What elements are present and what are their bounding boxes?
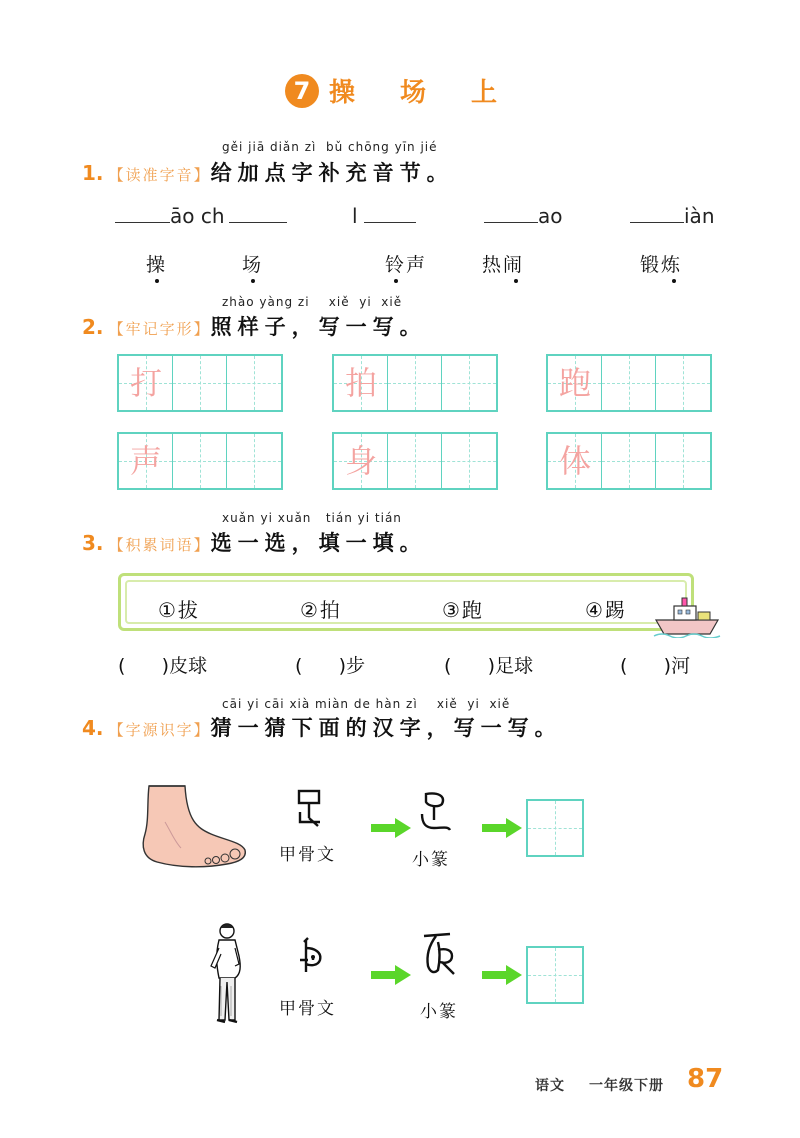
grid-cell[interactable]: [173, 434, 227, 488]
emphasis-dot: [155, 279, 159, 283]
grid-cell[interactable]: [656, 434, 710, 488]
q4-header: [82, 712, 562, 742]
q1-blank-2-line[interactable]: [364, 204, 416, 223]
q1-number: 1.: [82, 161, 104, 185]
model-character: 拍: [344, 364, 377, 402]
writing-grid[interactable]: [332, 432, 498, 490]
grid-cell: [334, 356, 388, 410]
footer-grade: 一年级下册: [589, 1078, 664, 1094]
grid-cell[interactable]: [442, 356, 496, 410]
option-4[interactable]: ④踢: [585, 598, 627, 622]
q1-blank-1-line-2[interactable]: [229, 204, 287, 223]
grid-cell: [119, 434, 173, 488]
q1-blank-3[interactable]: [484, 204, 563, 228]
q1-tag: 【读准字音】: [108, 166, 211, 184]
grid-cell[interactable]: [388, 356, 442, 410]
emphasis-dot: [672, 279, 676, 283]
model-character: 身: [344, 442, 377, 480]
grid-cell: [119, 356, 173, 410]
arrow-right-icon: [371, 965, 411, 985]
q1-blank-1-line[interactable]: [115, 204, 170, 223]
arrow-right-icon: [482, 965, 522, 985]
writing-grid[interactable]: [546, 432, 712, 490]
oracle-foot-glyph: [294, 788, 324, 828]
writing-grid[interactable]: [332, 354, 498, 412]
q1-blank-3-text: ao: [538, 204, 563, 228]
q3-instruction: 选一选，填一填。: [210, 531, 427, 555]
grid-cell[interactable]: [442, 434, 496, 488]
grid-cell: [548, 434, 602, 488]
fill-blank-3[interactable]: ( )足球: [444, 655, 534, 677]
oracle-label: 甲骨文: [279, 845, 336, 865]
answer-grid[interactable]: [526, 946, 584, 1004]
q4-tag: 【字源识字】: [108, 721, 211, 739]
model-character: 声: [129, 442, 162, 480]
q2-instruction: 照样子，写一写。: [210, 315, 427, 339]
grid-cell[interactable]: [388, 434, 442, 488]
q1-blank-1[interactable]: [115, 204, 287, 228]
emphasis-dot: [251, 279, 255, 283]
footer-subject: 语文: [535, 1078, 565, 1094]
q1-word-2: 场: [242, 254, 264, 276]
grid-cell[interactable]: [227, 434, 281, 488]
model-character: 打: [129, 364, 162, 402]
answer-cell[interactable]: [528, 801, 582, 855]
option-2[interactable]: ②拍: [300, 598, 342, 622]
model-character: 体: [558, 442, 591, 480]
answer-grid[interactable]: [526, 799, 584, 857]
q1-blank-4-text: iàn: [684, 204, 715, 228]
grid-cell[interactable]: [602, 356, 656, 410]
grid-cell[interactable]: [173, 356, 227, 410]
writing-grid[interactable]: [546, 354, 712, 412]
seal-pregnant-glyph: [420, 930, 460, 978]
seal-label: 小篆: [420, 1002, 458, 1022]
q1-word-4: 热闹: [482, 254, 525, 276]
q2-tag: 【牢记字形】: [108, 320, 211, 338]
grid-cell[interactable]: [227, 356, 281, 410]
pregnant-person-illustration: [207, 922, 247, 1030]
q1-header: [82, 157, 454, 187]
q1-blank-2-text: l: [352, 204, 358, 228]
q4-number: 4.: [82, 716, 104, 740]
boat-icon: [652, 596, 722, 638]
q1-blank-4[interactable]: [630, 204, 715, 228]
model-character: 跑: [558, 364, 591, 402]
q1-blank-3-line[interactable]: [484, 204, 538, 223]
q4-pinyin: cāi yi cāi xià miàn de hàn zì xiě yi xiě: [222, 697, 511, 711]
grid-cell[interactable]: [602, 434, 656, 488]
arrow-right-icon: [482, 818, 522, 838]
q1-word-5: 锻炼: [640, 254, 683, 276]
grid-cell: [334, 434, 388, 488]
q3-number: 3.: [82, 531, 104, 555]
q1-blank-1-text: āo ch: [170, 204, 225, 228]
option-3[interactable]: ③跑: [442, 598, 484, 622]
q3-pinyin: xuǎn yi xuǎn tián yi tián: [222, 511, 402, 525]
emphasis-dot: [514, 279, 518, 283]
q1-blank-2[interactable]: [352, 204, 416, 228]
page-title: [0, 72, 800, 109]
q1-blank-4-line[interactable]: [630, 204, 684, 223]
fill-blank-4[interactable]: ( )河: [620, 655, 691, 677]
q1-instruction: 给加点字补充音节。: [210, 161, 454, 185]
seal-foot-glyph: [418, 790, 452, 834]
q1-pinyin: gěi jiā diǎn zì bǔ chōng yīn jié: [222, 140, 438, 154]
q1-word-3: 铃声: [385, 254, 428, 276]
grid-cell[interactable]: [656, 356, 710, 410]
seal-label: 小篆: [412, 850, 450, 870]
answer-cell[interactable]: [528, 948, 582, 1002]
option-1[interactable]: ①拔: [158, 598, 200, 622]
lesson-number-badge: 7: [285, 74, 319, 108]
q2-pinyin: zhào yàng zi xiě yi xiě: [222, 295, 403, 309]
q2-header: [82, 311, 427, 341]
foot-illustration: [135, 782, 250, 872]
page-number: 87: [687, 1064, 724, 1094]
oracle-pregnant-glyph: [296, 934, 326, 976]
lesson-title: 操 场 上: [328, 78, 516, 108]
q1-word-1: 操: [146, 254, 168, 276]
grid-cell: [548, 356, 602, 410]
arrow-right-icon: [371, 818, 411, 838]
writing-grid[interactable]: [117, 354, 283, 412]
q3-header: [82, 527, 427, 557]
emphasis-dot: [394, 279, 398, 283]
q2-number: 2.: [82, 315, 104, 339]
q4-instruction: 猜一猜下面的汉字，写一写。: [210, 716, 562, 740]
q3-tag: 【积累词语】: [108, 536, 211, 554]
fill-blank-1[interactable]: ( )皮球: [118, 655, 208, 677]
writing-grid[interactable]: [117, 432, 283, 490]
oracle-label: 甲骨文: [279, 999, 336, 1019]
fill-blank-2[interactable]: ( )步: [295, 655, 366, 677]
